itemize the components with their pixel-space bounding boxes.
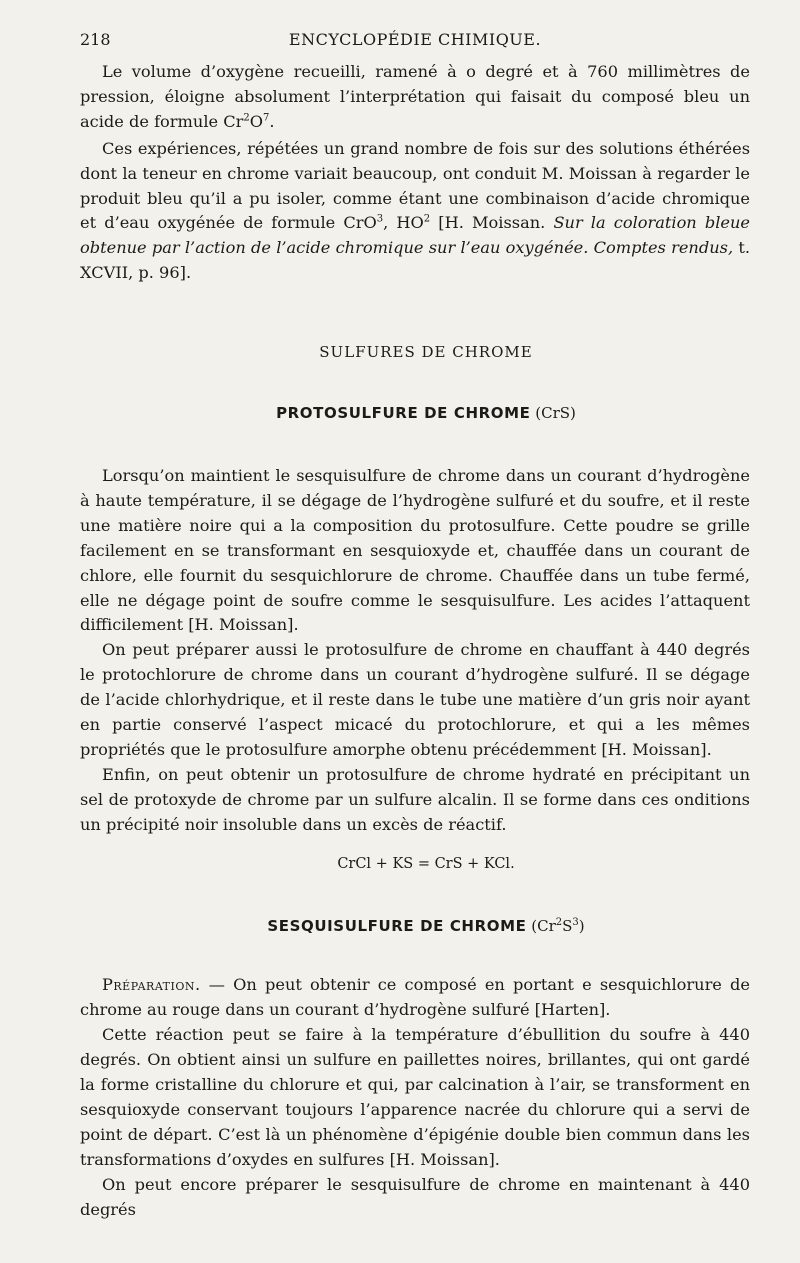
subsection-heading-protosulfure [80, 401, 750, 426]
formula-superscript: 3 [376, 214, 384, 226]
paragraph-protosulfure-hydrate: Enfin, on peut obtenir un protosulfure de chrome hydraté en précipitant un sel de protoxyde de chrome par un sulfure alcalin. Il se forme dans ces onditions un précipité noir insoluble dans un excès de réactif. [80, 764, 750, 834]
body-text [80, 60, 750, 1222]
subsection-title: PROTOSULFURE DE CHROME [276, 404, 531, 423]
paragraph-text: Ces expériences, répétées un grand nombre de fois sur des solutions éthérées dont la teneur en chrome variait beaucoup, ont conduit M. Moissan à regarder le produit bleu qu’il a pu isoler, comme étant une combinaison d’acide chromique et d’eau oxygénée de formule CrO [80, 138, 750, 233]
paragraph-experiments [80, 137, 750, 286]
formula-text: , HO [383, 213, 424, 233]
formula-superscript: 2 [555, 917, 563, 929]
paragraph-protosulfure-hydrogen: Lorsqu’on maintient le sesquisulfure de chrome dans un courant d’hydrogène à haute température, il se dégage de l’hydrogène sulfuré et du soufre, et il reste une matière noire qui a la composition du protosulfure. Cette poudre se grille facilement en se transformant en sesquioxyde et, chauffée dans un courant de chlore, elle fournit du sesquichlorure de chrome. Chauffée dans un tube fermé, elle ne dégage point de soufre comme le sesquisulfure. Les acides l’attaquent difficilement [H. Moissan]. [80, 465, 750, 635]
paragraph-text: — On peut obtenir ce composé en portant e sesquichlorure de chrome au rouge dans un courant d’hydrogène sulfuré [Harten]. [80, 975, 750, 1020]
paragraph-continued: On peut encore préparer le sesquisulfure de chrome en maintenant à 440 degrés [80, 1174, 750, 1219]
paragraph-text: . [269, 111, 275, 131]
page-number: 218 [80, 30, 111, 49]
running-header [80, 30, 750, 54]
subsection-formula: (CrS) [535, 404, 576, 423]
paragraph-lead: Préparation. [102, 975, 201, 995]
paragraph-preparation [80, 973, 750, 1023]
subsection-formula: ) [578, 917, 585, 936]
subsection-title: SESQUISULFURE DE CHROME [267, 917, 527, 936]
formula-superscript: 7 [263, 112, 270, 124]
citation-title: Sur la coloration bleue obtenue par l’action de l’acide chromique sur l’eau oxygénée. Comptes rendus, [80, 213, 750, 258]
section-heading: SULFURES DE CHROME [319, 343, 533, 362]
formula-superscript: 2 [243, 112, 250, 124]
chemical-equation: CrCl + KS = CrS + KCl. [337, 855, 515, 872]
running-title: ENCYCLOPÉDIE CHIMIQUE. [288, 30, 542, 49]
paragraph-oxygen-volume [80, 60, 750, 135]
paragraph-protosulfure-chlorure: On peut préparer aussi le protosulfure de chrome en chauffant à 440 degrés le protochlorure de chrome dans un courant d’hydrogène sulfuré. Il se dégage de l’acide chlorhydrique, et il reste dans le tube une matière d’un gris noir ayant en partie conservé l’aspect micacé du protochlorure, et qui a les mêmes propriétés que le protosulfure amorphe obtenu précédemment [H. Moissan]. [80, 640, 750, 759]
paragraph-text: Le volume d’oxygène recueilli, ramené à o degré et à 760 millimètres de pression, éloigne absolument l’interprétation qui faisait du composé bleu un acide de formule Cr [80, 62, 750, 131]
subsection-heading-sesquisulfure [80, 914, 750, 939]
citation-text: t. XCVII, p. 96]. [80, 238, 750, 283]
citation-text: [H. Moissan. [430, 213, 554, 233]
paragraph-reaction: Cette réaction peut se faire à la température d’ébullition du soufre à 440 degrés. On obtient ainsi un sulfure en paillettes noires, brillantes, qui ont gardé la forme cristalline du chlorure et qui, par calcination à l’air, se transforment en sesquioxyde conservant toujours l’apparence nacrée du chlorure qui a servi de point de départ. C’est là un phénomène d’épigénie double bien commun dans les transformations d’oxydes en sulfures [H. Moissan]. [80, 1025, 750, 1169]
formula-text: O [249, 111, 264, 131]
formula-superscript: 3 [572, 917, 579, 929]
formula-superscript: 2 [423, 214, 431, 226]
subsection-formula: (Cr [531, 917, 556, 936]
subsection-formula: S [562, 917, 573, 936]
